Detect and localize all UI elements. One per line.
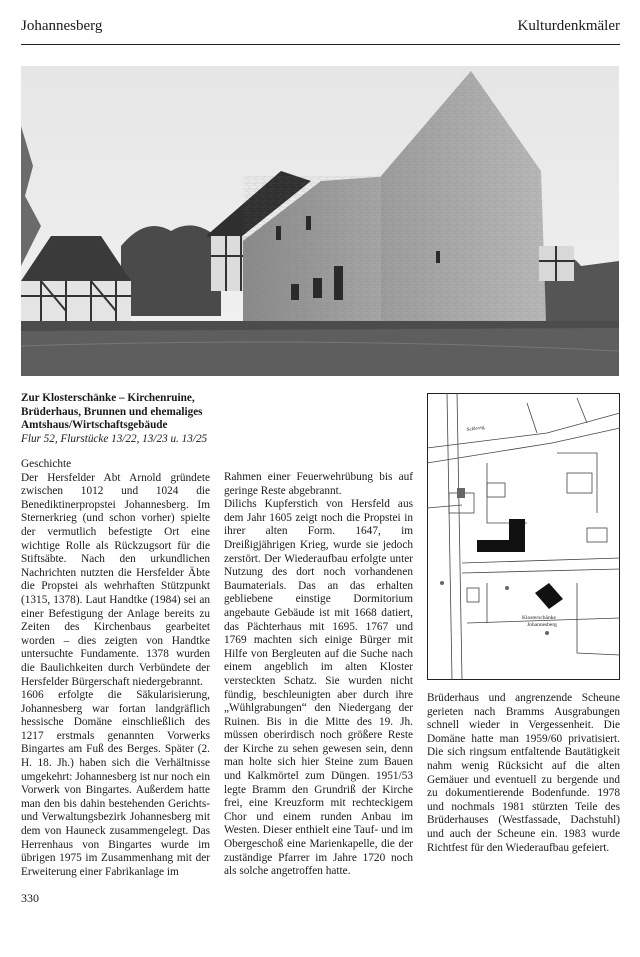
object-caption	[21, 392, 241, 446]
paragraph: Dilichs Kupferstich von Hersfeld aus dem Jahr 1605 zeigt noch die Propstei in ihrer alten Form. 1647, im Dreißigjährigen Krieg, wurde sie jedoch zerstört. Der Wiederaufbau erfolgte unter Nutzung des dort noch vorhandenen Baumaterials. Das an das erhalten gebliebene einstige Dormitorium angebaute Gebäude ist mit 1668 datiert, das Pächterhaus mit 1695. 1767 und 1769 machten sich einige Bürger mit Hilfe von Bergleuten auf die Suche nach einem angeblich im alten Kloster versteckten Schatz. Sie wurden nicht fündig, beschleunigten aber durch ihre „Wühlgrabungen“ den Niedergang der Ruinen. Bis in die Mitte des 19. Jh. müssen oberirdisch noch größere Reste der Kirche zu sehen gewesen sein, denn man holte sich hier Steine zum Bauen und Kalkmörtel zum Düngen. 1951/53 legte Bramm den Grundriß der Kirche frei, eine Kreuzform mit rechteckigem Chor und einem runden Anbau im Westen. Dieser enthielt eine Tauf- und im Obergeschoß eine Marienkapelle, die der zuständige Pfarrer im Jahre 1720 noch als solche angetroffen hatte.	[224, 498, 413, 878]
text-column-1	[21, 458, 210, 879]
photo-church-ruin	[21, 66, 619, 376]
header-rule	[21, 44, 620, 45]
site-plan-icon	[427, 393, 620, 680]
paragraph: Der Hersfelder Abt Arnold gründete zwischen 1012 und 1024 die Benediktinerpropstei Johannesberg. Im Sternerkrieg (und schon vorher) spielte der vermutlich befestigte Ort eine wichtige Rolle als Rückzugsort für die Stiftsäbte. Nach den urkundlichen Nachrichten nutzten die Hersfelder Äbte die Propstei als wehrhaften Stützpunkt (1315, 1378). Laut Handtke (1984) sei an einer Befestigung der Anlage bereits zu Zeiten des Kirchenbaus gearbeitet worden – dies zeigten von Handtke untersuchte Fundamente. 1378 wurden die Baulichkeiten durch Verbündete der Hersfelder Bürgerschaft niedergebrannt.	[21, 471, 210, 688]
plan-label-site-2: Johannesberg	[527, 622, 557, 628]
text-column-2	[224, 471, 413, 879]
text-column-3	[427, 692, 620, 855]
paragraph: 1606 erfolgte die Säkularisierung, Johannesberg war fortan landgräflich hessische Domäne einschließlich des 1217 erstmals genannten Vorwerks Bingartes am Fuß des Berges. Später (2. H. 18. Jh.) haben sich die Verhältnisse umgekehrt: Johannesberg ist nur noch ein Vorwerk von Bingartes. Außerdem hatte man den bis dahin bestehenden Gerichts- und Verwaltungsbezirk Johannesberg mit dem von Hauneck zusammengelegt. Das Herrenhaus von Bingartes wurde im übrigen 1975 im Zusammenhang mit der Erweiterung einer Fabrikanlage im	[21, 689, 210, 878]
section-heading-geschichte: Geschichte	[21, 458, 72, 470]
paragraph: Rahmen einer Feuerwehrübung bis auf geringe Reste abgebrannt.	[224, 471, 413, 497]
plan-label-street: Schlossg.	[466, 425, 487, 433]
site-plan-map	[427, 393, 620, 680]
paragraph: Brüderhaus und angrenzende Scheune gerieten nach Bramms Ausgrabungen schnell wieder in Vergessenheit. Die Domäne hatte man 1959/60 privatisiert. Die sich ringsum entfaltende Bautätigkeit nahm wenig Rücksicht auf die alten Gemäuer und eventuell zu bergende und zu dokumentierende Bodenfunde. 1978 und nochmals 1981 stürzten Teile des Brüderhauses (Westfassade, Dachstuhl) und auch der Scheune ein. 1983 wurde Richtfest für den Wiederaufbau gefeiert.	[427, 692, 620, 854]
running-header-left: Johannesberg	[21, 18, 103, 34]
object-title: Zur Klosterschänke – Kirchenruine, Brüderhaus, Brunnen und ehemaliges Amtshaus/Wirtschaftsgebäude	[21, 392, 203, 432]
page-number: 330	[21, 891, 39, 905]
plan-label-site-1: Klosterschänke	[522, 615, 556, 621]
object-parcel-reference: Flur 52, Flurstücke 13/22, 13/23 u. 13/25	[21, 432, 208, 445]
running-header-right: Kulturdenkmäler	[517, 18, 620, 34]
church-ruin-icon	[21, 66, 619, 376]
